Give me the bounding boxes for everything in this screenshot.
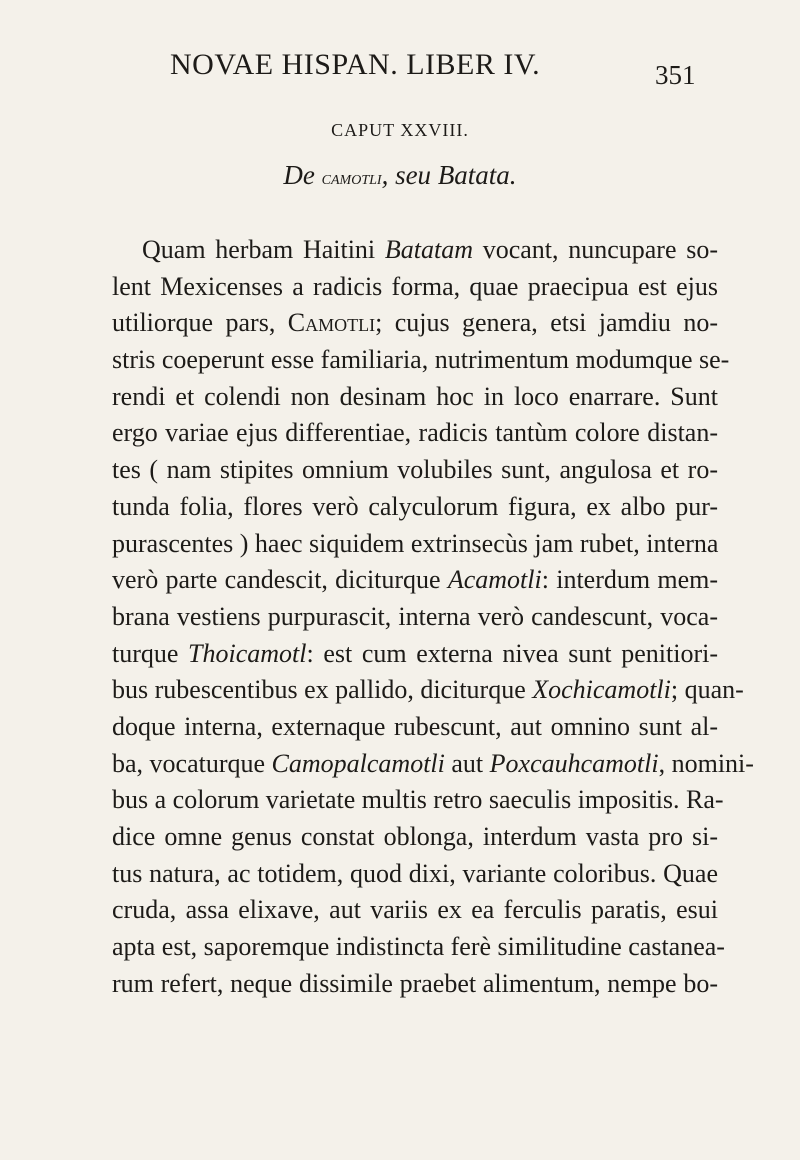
text-segment: ; quan- xyxy=(670,675,744,705)
text-segment: aut xyxy=(451,748,484,778)
text-segment: bus rubescentibus ex pallido, diciturque xyxy=(112,675,526,705)
text-line-20: apta est, saporemque indistincta ferè similitudine castanea- xyxy=(112,932,725,962)
text-segment: ; cujus genera, etsi jamdiu no- xyxy=(375,308,719,338)
running-head: NOVAE HISPAN. LIBER IV. xyxy=(170,48,541,81)
page-number: 351 xyxy=(655,60,696,90)
text-line-9: purascentes ) haec siquidem extrinsecùs jam rubet, interna xyxy=(112,528,719,558)
text-segment: : est cum externa nivea sunt penitiori- xyxy=(306,638,718,668)
text-line-13 xyxy=(112,672,744,709)
text-segment: turque xyxy=(112,638,179,668)
text-line-4: stris coeperunt esse familiaria, nutrimentum modumque se- xyxy=(112,345,730,375)
text-segment: : interdum mem- xyxy=(541,565,718,595)
text-italic: Thoicamotl xyxy=(188,638,307,668)
subtitle-camotli: camotli xyxy=(321,167,382,189)
text-segment: Quam herbam Haitini xyxy=(142,235,376,264)
text-line-7: tes ( nam stipites omnium volubiles sunt, angulosa et ro- xyxy=(112,455,718,485)
text-segment: utiliorque pars, xyxy=(112,308,276,338)
text-line-8: tunda folia, flores verò calyculorum figura, ex albo pur- xyxy=(112,491,718,521)
body-paragraph xyxy=(112,232,754,1002)
chapter-heading: CAPUT XXVIII. xyxy=(331,120,469,140)
text-line-19: cruda, assa elixave, aut variis ex ea ferculis paratis, esui xyxy=(112,895,718,925)
text-italic: Xochicamotli xyxy=(532,675,671,705)
text-line-15 xyxy=(112,746,754,783)
text-line-6: ergo variae ejus differentiae, radicis tantùm colore distan- xyxy=(112,418,718,448)
text-segment: ba, vocaturque xyxy=(112,748,266,778)
text-line-16: bus a colorum varietate multis retro saeculis impositis. Ra- xyxy=(112,785,724,815)
text-line-10 xyxy=(112,562,718,599)
text-smallcaps: Camotli xyxy=(287,308,376,338)
text-line-18: tus natura, ac totidem, quod dixi, variante coloribus. Quae xyxy=(112,858,718,888)
text-segment: , nomini- xyxy=(658,748,754,778)
subtitle-de: De xyxy=(283,160,315,190)
text-italic: Batatam xyxy=(384,235,473,264)
text-line-3 xyxy=(112,305,718,342)
text-italic: Camopalcamotli xyxy=(271,748,445,778)
text-segment: verò parte candescit, diciturque xyxy=(112,565,441,595)
text-line-17: dice omne genus constat oblonga, interdum vasta pro si- xyxy=(112,822,718,851)
text-line-1 xyxy=(112,232,718,269)
subtitle-batata: Batata. xyxy=(437,160,517,190)
text-line-21: rum refert, neque dissimile praebet alimentum, nempe bo- xyxy=(112,968,718,998)
chapter-subtitle xyxy=(0,160,800,191)
text-line-5: rendi et colendi non desinam hoc in loco enarrare. Sunt xyxy=(112,381,718,411)
text-italic: Acamotli xyxy=(447,565,542,595)
text-line-2: lent Mexicenses a radicis forma, quae praecipua est ejus xyxy=(112,271,718,301)
subtitle-seu: , seu xyxy=(381,160,432,190)
text-line-12 xyxy=(112,636,718,673)
text-segment: vocant, nuncupare so- xyxy=(482,235,718,264)
text-line-14: doque interna, externaque rubescunt, aut omnino sunt al- xyxy=(112,711,718,741)
text-line-11: brana vestiens purpurascit, interna verò candescunt, voca- xyxy=(112,601,718,631)
text-italic: Poxcauhcamotli xyxy=(489,748,659,778)
